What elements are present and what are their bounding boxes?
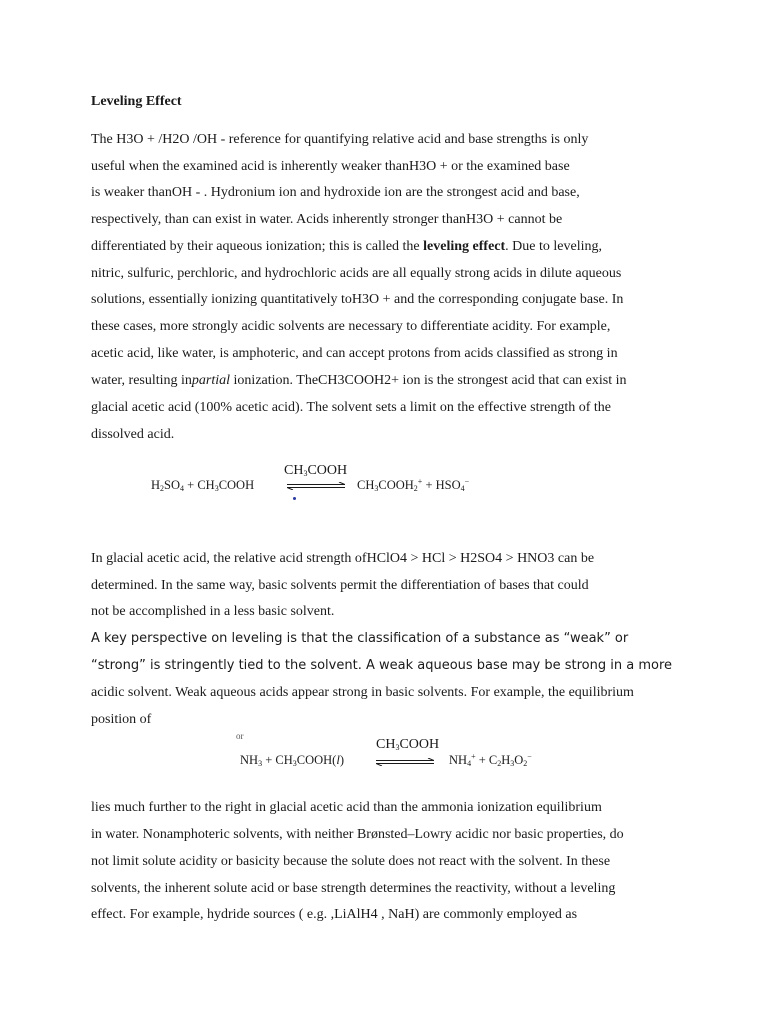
paragraph-2-line-5: “strong” is stringently tied to the solvent. A weak aqueous base may be strong in a more (91, 658, 673, 673)
cropped-text-artifact: or (236, 731, 244, 741)
paragraph-1-line-10 (91, 372, 627, 390)
paragraph-1-line-4: respectively, than can exist in water. Acids inherently stronger thanH3O + cannot be (91, 212, 563, 227)
equation-1-products: $CH_3COOH_2^+ + HSO_4^-$ (357, 477, 470, 493)
paragraph-1-line-5 (91, 238, 602, 256)
equation-2-solvent: $CH_3COOH$ (376, 737, 440, 752)
paragraph-1-line-11: glacial acetic acid (100% acetic acid). The solvent sets a limit on the effective strength of the (91, 400, 611, 415)
equilibrium-arrow-icon (376, 758, 434, 766)
document-heading: Leveling Effect (91, 94, 182, 109)
text-span: . Due to leveling, (505, 239, 602, 254)
paragraph-3-line-4: solvents, the inherent solute acid or base strength determines the reactivity, without a leveling (91, 881, 616, 896)
paragraph-2-line-7: position of (91, 712, 152, 727)
equilibrium-arrow-icon (287, 482, 345, 490)
text-span: water, resulting in (91, 373, 192, 388)
equation-1-reactants: $H_2SO_4$ + $CH_3COOH$ (151, 478, 255, 493)
paragraph-1-line-2: useful when the examined acid is inherently weaker thanH3O + or the examined base (91, 159, 570, 174)
paragraph-2-line-3: not be accomplished in a less basic solvent. (91, 604, 335, 619)
partial-term: partial (191, 373, 231, 388)
paragraph-2-line-4: A key perspective on leveling is that the classification of a substance as “weak” or (91, 631, 629, 646)
paragraph-3-line-3: not limit solute acidity or basicity because the solute does not react with the solvent. In these (91, 854, 611, 869)
paragraph-1-line-1: The H3O + /H2O /OH - reference for quantifying relative acid and base strengths is only (91, 132, 589, 147)
paragraph-1-line-8: these cases, more strongly acidic solvents are necessary to differentiate acidity. For example, (91, 319, 611, 334)
equation-1-solvent: $CH_3COOH$ (284, 463, 348, 478)
paragraph-1-line-9: acetic acid, like water, is amphoteric, and can accept protons from acids classified as strong in (91, 346, 618, 361)
paragraph-2-line-2: determined. In the same way, basic solvents permit the differentiation of bases that could (91, 578, 589, 593)
text-span: differentiated by their aqueous ionization; this is called the (91, 239, 424, 254)
paragraph-3-line-5: effect. For example, hydride sources ( e.g. ,LiAlH4 , NaH) are commonly employed as (91, 907, 578, 922)
paragraph-1-line-12: dissolved acid. (91, 427, 175, 442)
paragraph-3-line-1: lies much further to the right in glacial acetic acid than the ammonia ionization equilibrium (91, 800, 602, 815)
text-span: ionization. TheCH3COOH2+ ion is the strongest acid that can exist in (230, 373, 627, 388)
paragraph-1-line-7: solutions, essentially ionizing quantitatively toH3O + and the corresponding conjugate base. In (91, 292, 624, 307)
paragraph-2-line-6: acidic solvent. Weak aqueous acids appear strong in basic solvents. For example, the equilibrium (91, 685, 634, 700)
blue-dot-mark (293, 497, 296, 500)
paragraph-1-line-3: is weaker thanOH - . Hydronium ion and hydroxide ion are the strongest acid and base, (91, 185, 580, 200)
paragraph-1-line-6: nitric, sulfuric, perchloric, and hydrochloric acids are all equally strong acids in dilute aqueous (91, 266, 622, 281)
paragraph-2-line-1: In glacial acetic acid, the relative acid strength ofHClO4 > HCl > H2SO4 > HNO3 can be (91, 551, 595, 566)
paragraph-3-line-2: in water. Nonamphoteric solvents, with neither Brønsted–Lowry acidic nor basic properties, do (91, 827, 624, 842)
leveling-effect-term: leveling effect (423, 239, 506, 254)
equation-2-products: $NH_4^+ + C_2H_3O_2^-$ (449, 752, 532, 768)
equation-2-reactants: $NH_3$ + $CH_3COOH(l)$ (240, 753, 344, 768)
